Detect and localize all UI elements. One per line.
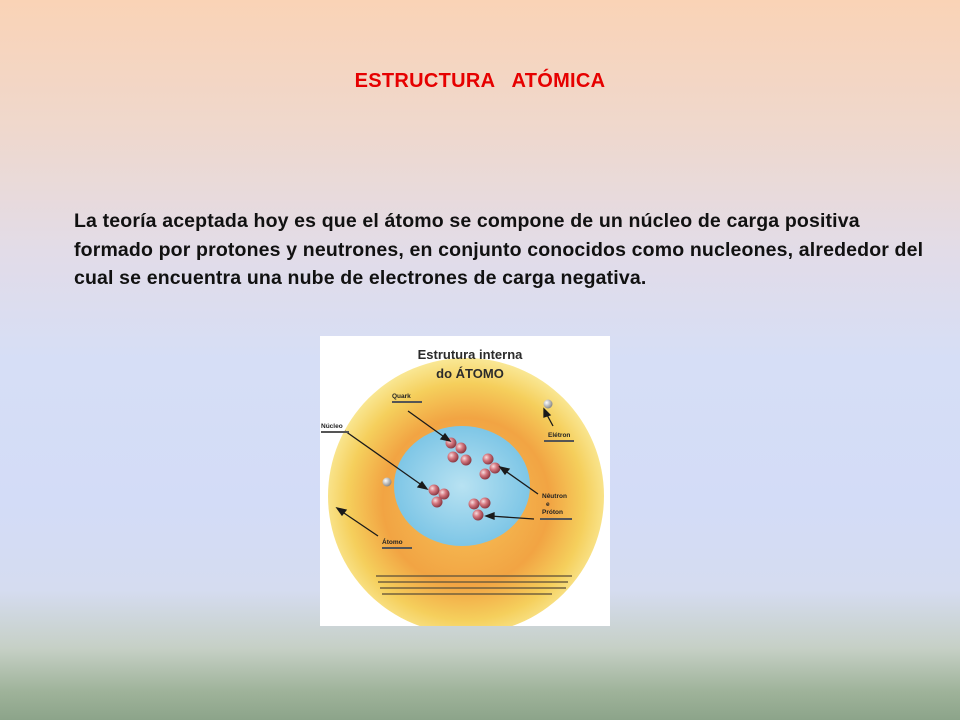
label-neutron: Nêutron: [542, 493, 567, 500]
atom-diagram-image: [320, 336, 610, 626]
atom-diagram-svg: [320, 336, 610, 626]
electron-1: [544, 400, 553, 409]
label-atomo: Átomo: [382, 539, 403, 546]
diagram-heading-line1: Estrutura interna: [417, 347, 523, 362]
label-eletron: Elétron: [548, 432, 571, 439]
label-e: e: [546, 501, 550, 508]
label-quark: Quark: [392, 393, 411, 400]
slide-title: ESTRUCTURA ATÓMICA: [354, 70, 606, 92]
label-nucleo: Núcleo: [321, 423, 343, 430]
slide-paragraph: La teoría aceptada hoy es que el átomo se compone de un núcleo de carga positiva formado por protones y neutrones, en conjunto conocidos como nucleones, alrededor del cual se encuentra una nube de electrones de carga negativa.: [74, 210, 924, 289]
electron-2: [383, 478, 392, 487]
diagram-heading-line2: do ÁTOMO: [436, 366, 504, 381]
label-proton: Próton: [542, 509, 563, 516]
